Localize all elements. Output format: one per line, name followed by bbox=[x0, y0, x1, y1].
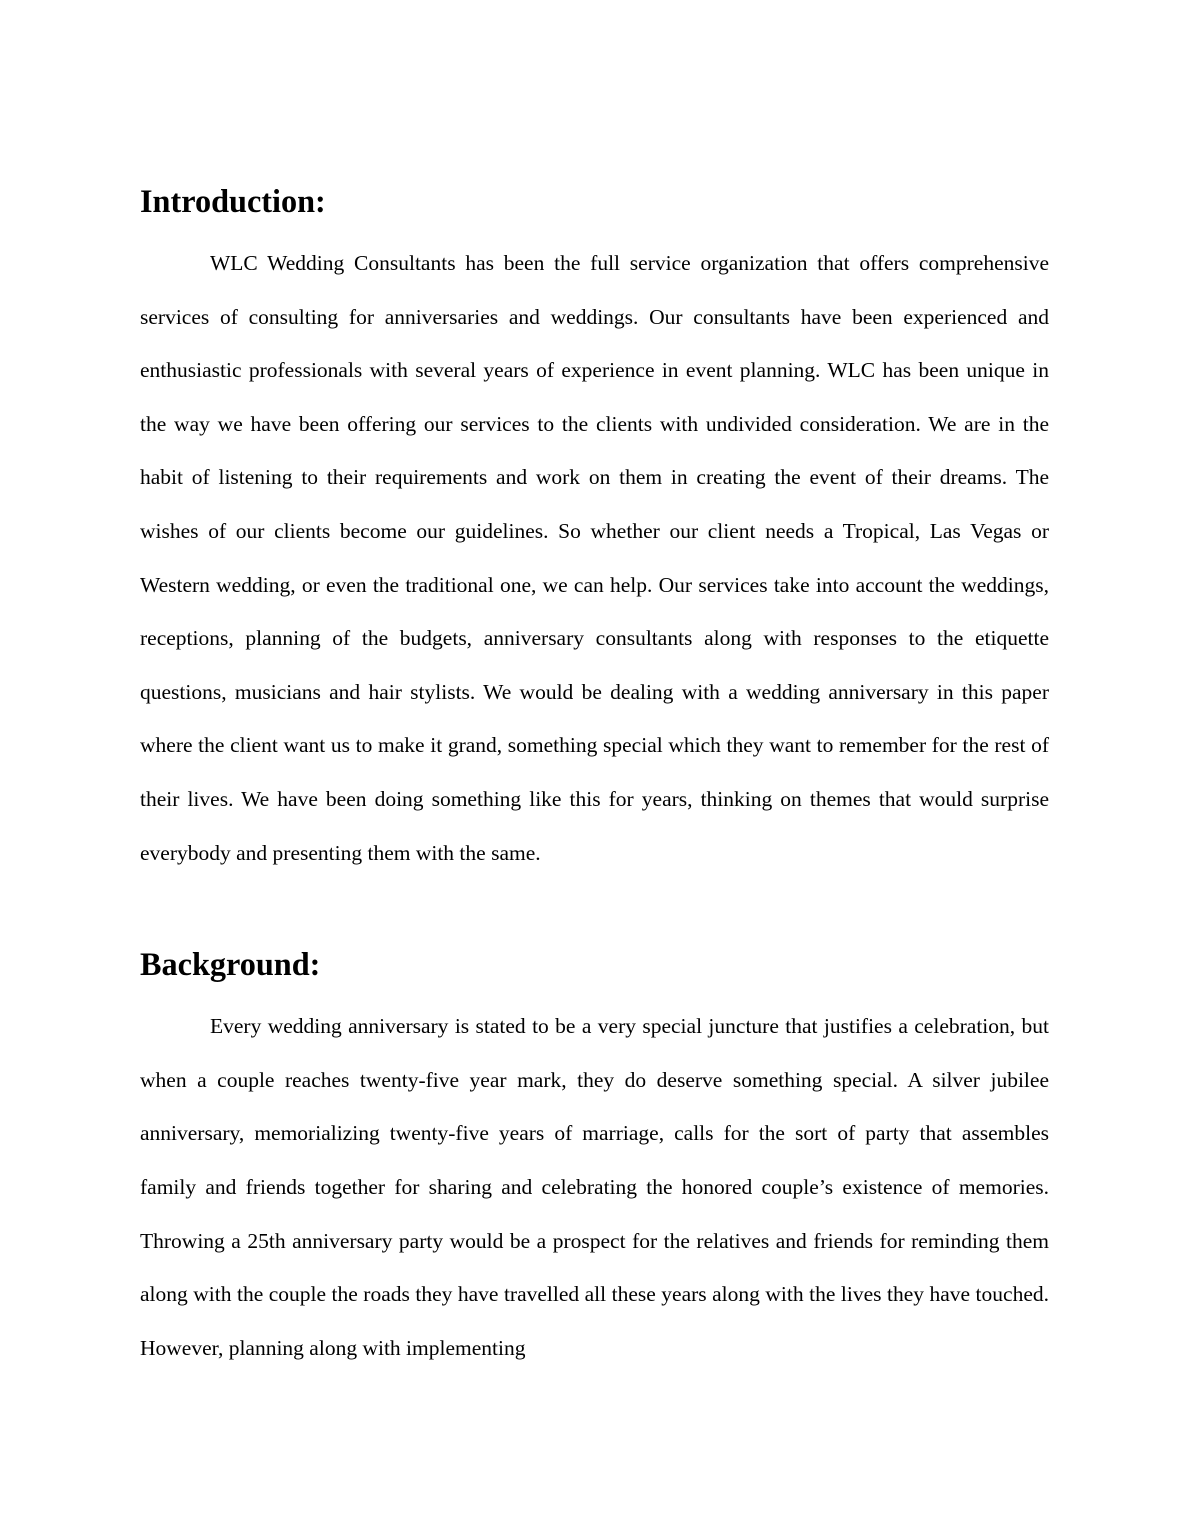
paragraph-introduction: WLC Wedding Consultants has been the full service organization that offers comprehensive services of consulting for anniversaries and weddings. Our consultants have been experienced and enthusiastic professionals with several years of experience in event planning. WLC has been unique in the way we have been offering our services to the clients with undivided consideration. We are in the habit of listening to their requirements and work on them in creating the event of their dreams. The wishes of our clients become our guidelines. So whether our client needs a Tropical, Las Vegas or Western wedding, or even the traditional one, we can help. Our services take into account the weddings, receptions, planning of the budgets, anniversary consultants along with responses to the etiquette questions, musicians and hair stylists. We would be dealing with a wedding anniversary in this paper where the client want us to make it grand, something special which they want to remember for the rest of their lives. We have been doing something like this for years, thinking on themes that would surprise everybody and presenting them with the same. bbox=[140, 251, 1049, 865]
document-body bbox=[140, 183, 1049, 1375]
section-spacer bbox=[140, 880, 1049, 946]
section-heading-background: Background: bbox=[140, 946, 321, 983]
section-heading-introduction: Introduction: bbox=[140, 183, 326, 219]
paragraph-background: Every wedding anniversary is stated to be a very special juncture that justifies a celebration, but when a couple reaches twenty-five year mark, they do deserve something special. A silver jubilee anniversary, memorializing twenty-five years of marriage, calls for the sort of party that assembles family and friends together for sharing and celebrating the honored couple’s existence of memories. Throwing a 25th anniversary party would be a prospect for the relatives and friends for reminding them along with the couple the roads they have travelled all these years along with the lives they have touched. However, planning along with implementing bbox=[140, 1014, 1049, 1360]
